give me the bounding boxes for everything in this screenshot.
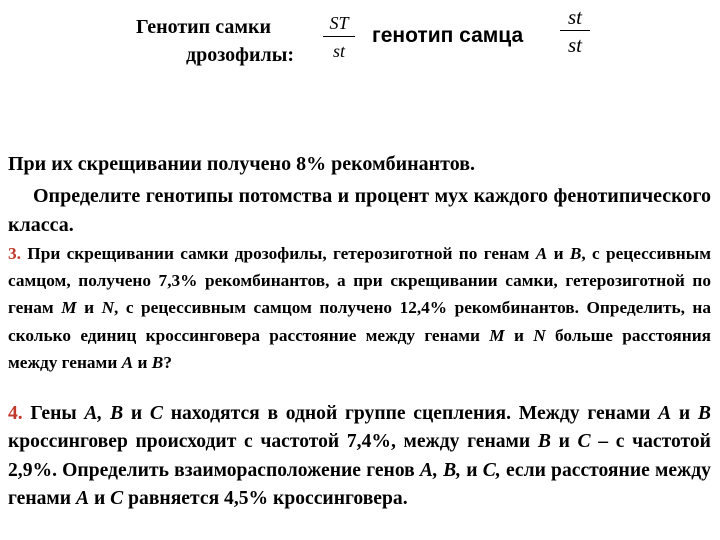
gene-symbol: A: [658, 403, 672, 424]
gene-symbol: M: [489, 325, 505, 345]
task-4-text: и: [678, 403, 691, 424]
gene-symbol: C: [577, 431, 591, 453]
gene-symbol: A: [75, 488, 90, 510]
male-genotype-fraction: [560, 6, 590, 56]
male-genotype-numerator: st: [567, 5, 582, 29]
task-3-text: и: [84, 298, 95, 318]
task-3: [8, 240, 711, 376]
task-4-text: и: [558, 431, 570, 453]
task-3-text: , с рецессивным самцом получено 12,4% рекомбинантов. Определить, на сколько единиц кроссинговера расстояние между генами: [8, 298, 712, 345]
gene-symbol: C: [149, 403, 163, 424]
gene-symbol: B,: [443, 459, 462, 481]
female-genotype-numerator: ST: [329, 13, 349, 33]
result-statement: При их скрещивании получено 8% рекомбинантов.: [8, 153, 476, 175]
fraction-bar: [323, 36, 355, 37]
task-4-text: находятся в одной группе сцепления. Между генами: [170, 403, 651, 424]
task-4-text: и: [130, 403, 143, 424]
gene-symbol: B: [537, 431, 551, 453]
female-genotype-label-line2: дрозофилы:: [186, 44, 295, 66]
task-4: [8, 400, 711, 514]
task-3-number: 3.: [8, 244, 21, 263]
gene-symbol: C,: [482, 459, 501, 481]
task-4-text: кроссинговер происходит с частотой 7,4%, между генами: [8, 431, 531, 453]
task-4-text: равняется 4,5% кроссинговера.: [128, 488, 408, 510]
fraction-bar: [560, 30, 590, 31]
task-4-number: 4.: [8, 403, 23, 424]
task-3-text: и: [513, 325, 524, 345]
gene-symbol: A,: [84, 403, 103, 424]
task-3-text: При скрещивании самки дрозофилы, гетерозиготной по генам: [27, 244, 530, 263]
gene-symbol: N: [101, 298, 115, 318]
male-genotype-label: генотип самца: [372, 24, 524, 47]
gene-symbol: A,: [419, 459, 438, 481]
female-genotype-denominator: st: [332, 41, 345, 61]
gene-symbol: B: [569, 244, 582, 263]
gene-symbol: A: [535, 244, 548, 263]
task-question: Определите генотипы потомства и процент мух каждого фенотипического класса.: [8, 185, 711, 236]
female-genotype-label-line1: Генотип самки: [136, 16, 271, 38]
gene-symbol: B: [151, 352, 164, 372]
female-genotype-fraction: [323, 12, 355, 62]
task-4-text: и: [93, 488, 106, 510]
gene-symbol: B: [110, 403, 124, 424]
task-3-text: и: [553, 244, 564, 263]
task-3-text: и: [137, 352, 148, 372]
gene-symbol: N: [533, 325, 546, 345]
task-3-text: больше расстояния между генами: [8, 325, 712, 372]
gene-symbol: A: [121, 352, 134, 372]
task-4-text: Гены: [30, 403, 77, 424]
task-4-text: и: [466, 459, 478, 481]
task-4-text: – с частотой 2,9%. Определить взаиморасположение генов: [8, 431, 711, 481]
task-4-text: если расстояние между генами: [8, 459, 711, 510]
male-genotype-denominator: st: [567, 33, 582, 57]
task-3-text: , с рецессивным самцом, получено 7,3% рекомбинантов, а при скрещивании самки, гетерозиготной по генам: [8, 244, 711, 318]
gene-symbol: C: [110, 488, 124, 510]
gene-symbol: B: [697, 403, 711, 424]
gene-symbol: M: [61, 298, 77, 318]
task-3-text: ?: [163, 352, 172, 372]
